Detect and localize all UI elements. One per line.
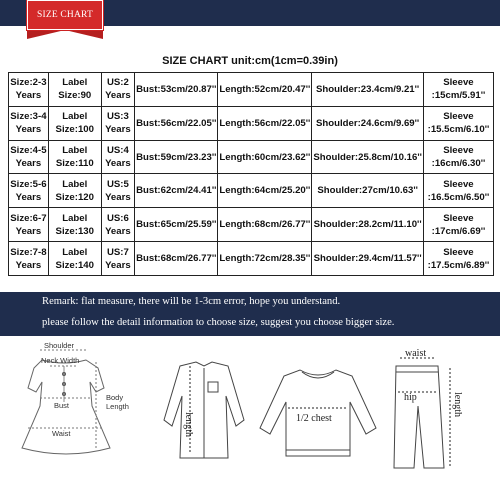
table-cell-bust: Bust:62cm/24.41'': [135, 174, 218, 208]
table-row: [9, 208, 494, 242]
table-cell-length: Length:60cm/23.62'': [218, 140, 312, 174]
size-table: [8, 72, 494, 276]
table-row: [9, 140, 494, 174]
shirt-length-label: length: [183, 412, 194, 437]
sweater-chest-label: 1/2 chest: [296, 413, 332, 424]
table-row: [9, 242, 494, 276]
table-cell-us-size: US:6 Years: [101, 208, 134, 242]
table-cell-label-size: Label Size:140: [48, 242, 101, 276]
table-cell-sleeve: Sleeve :16.5cm/6.50'': [423, 174, 493, 208]
table-cell-length: Length:68cm/26.77'': [218, 208, 312, 242]
remark-line-1: Remark: flat measure, there will be 1-3cm error, hope you understand.: [42, 296, 341, 307]
table-cell-sleeve: Sleeve :17cm/6.69'': [423, 208, 493, 242]
pants-waist-label: waist: [405, 348, 427, 359]
badge-tail-right: [65, 30, 103, 39]
dress-button-2: [63, 383, 66, 386]
badge-label: SIZE CHART: [36, 10, 94, 20]
pants-length-label: length: [452, 392, 463, 417]
dress-waist-label: Waist: [52, 429, 71, 438]
table-cell-length: Length:52cm/20.47'': [218, 73, 312, 107]
table-cell-size: Size:2-3 Years: [9, 73, 49, 107]
table-row: [9, 106, 494, 140]
table-cell-sleeve: Sleeve :15cm/5.91'': [423, 73, 493, 107]
table-cell-sleeve: Sleeve :15.5cm/6.10'': [423, 106, 493, 140]
pants-hip-label: hip: [404, 392, 417, 403]
table-cell-label-size: Label Size:120: [48, 174, 101, 208]
table-cell-length: Length:64cm/25.20'': [218, 174, 312, 208]
table-cell-us-size: US:3 Years: [101, 106, 134, 140]
table-cell-label-size: Label Size:90: [48, 73, 101, 107]
table-cell-bust: Bust:59cm/23.23'': [135, 140, 218, 174]
dress-body-label: Body: [106, 393, 124, 402]
dress-button-3: [63, 393, 66, 396]
remark-line-2: please follow the detail information to choose size, suggest you choose bigger size.: [42, 317, 395, 328]
table-cell-shoulder: Shoulder:24.6cm/9.69'': [312, 106, 424, 140]
table-cell-sleeve: Sleeve :16cm/6.30'': [423, 140, 493, 174]
table-cell-shoulder: Shoulder:28.2cm/11.10'': [312, 208, 424, 242]
table-cell-shoulder: Shoulder:27cm/10.63'': [312, 174, 424, 208]
dress-neck-label: Neck Width: [41, 356, 80, 365]
table-row: [9, 174, 494, 208]
table-cell-size: Size:3-4 Years: [9, 106, 49, 140]
table-cell-bust: Bust:56cm/22.05'': [135, 106, 218, 140]
dress-length-label: Length: [106, 402, 129, 411]
table-cell-shoulder: Shoulder:23.4cm/9.21'': [312, 73, 424, 107]
table-cell-length: Length:72cm/28.35'': [218, 242, 312, 276]
dress-shoulder-label: Shoulder: [44, 341, 75, 350]
shirt-diagram: [164, 362, 244, 458]
pants-diagram: [394, 358, 450, 468]
badge-tail-left: [27, 30, 65, 39]
chart-title: SIZE CHART unit:cm(1cm=0.39in): [162, 55, 338, 67]
table-cell-label-size: Label Size:100: [48, 106, 101, 140]
diagrams-svg: [0, 336, 500, 500]
shirt-pocket: [208, 382, 218, 392]
size-table-body: [9, 73, 494, 276]
remark-band: [0, 292, 500, 336]
table-cell-size: Size:4-5 Years: [9, 140, 49, 174]
table-cell-us-size: US:5 Years: [101, 174, 134, 208]
pants-outline: [394, 366, 444, 468]
table-cell-us-size: US:2 Years: [101, 73, 134, 107]
table-cell-size: Size:5-6 Years: [9, 174, 49, 208]
table-cell-bust: Bust:68cm/26.77'': [135, 242, 218, 276]
table-row: [9, 73, 494, 107]
table-cell-label-size: Label Size:110: [48, 140, 101, 174]
table-cell-size: Size:7-8 Years: [9, 242, 49, 276]
table-cell-length: Length:56cm/22.05'': [218, 106, 312, 140]
dress-button-1: [63, 373, 66, 376]
table-cell-sleeve: Sleeve :17.5cm/6.89'': [423, 242, 493, 276]
table-cell-us-size: US:7 Years: [101, 242, 134, 276]
dress-bust-label: Bust: [54, 401, 70, 410]
measurement-diagrams: [0, 336, 500, 500]
table-cell-bust: Bust:65cm/25.59'': [135, 208, 218, 242]
table-cell-shoulder: Shoulder:25.8cm/10.16'': [312, 140, 424, 174]
table-cell-us-size: US:4 Years: [101, 140, 134, 174]
table-cell-bust: Bust:53cm/20.87'': [135, 73, 218, 107]
table-cell-shoulder: Shoulder:29.4cm/11.57'': [312, 242, 424, 276]
table-cell-size: Size:6-7 Years: [9, 208, 49, 242]
size-chart-badge: [27, 0, 103, 40]
table-cell-label-size: Label Size:130: [48, 208, 101, 242]
